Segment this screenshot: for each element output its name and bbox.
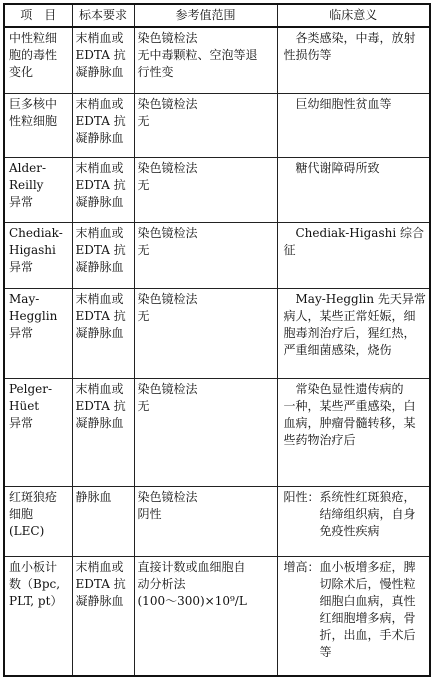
item-cell: 中性粒细 胞的毒性 变化: [4, 27, 72, 94]
item-cell: May- Hegglin 异常: [4, 289, 72, 379]
clinical-cell: 巨幼细胞性贫血等: [277, 94, 430, 158]
item-cell: 巨多核中 性粒细胞: [4, 94, 72, 158]
specimen-cell: 末梢血或 EDTA 抗 凝静脉血: [72, 557, 134, 677]
specimen-cell: 末梢血或 EDTA 抗 凝静脉血: [72, 379, 134, 487]
specimen-cell: 末梢血或 EDTA 抗 凝静脉血: [72, 223, 134, 289]
reference-cell: 染色镜检法 无: [134, 158, 277, 223]
specimen-cell: 静脉血: [72, 487, 134, 557]
table-row: [4, 223, 430, 289]
reference-cell: 染色镜检法 无中毒颗粒、空泡等退 行性变: [134, 27, 277, 94]
clinical-reference-table: [3, 3, 431, 677]
item-cell: 血小板计 数（Bpc, PLT, pt）: [4, 557, 72, 677]
header-reference: 参考值范围: [134, 4, 277, 27]
reference-cell: 染色镜检法 阴性: [134, 487, 277, 557]
header-item: 项 目: [4, 4, 72, 27]
reference-cell: 染色镜检法 无: [134, 94, 277, 158]
clinical-cell: May-Hegglin 先天异常 病人，某些正常妊娠，细 胞毒剂治疗后，猩红热， 严重细菌感染，烧伤: [277, 289, 430, 379]
table-header: [4, 4, 430, 27]
reference-cell: 染色镜检法 无: [134, 223, 277, 289]
clinical-cell: 阳性：系统性红斑狼疮， 结缔组织病，自身 免疫性疾病: [277, 487, 430, 557]
table-row: [4, 557, 430, 677]
header-clinical: 临床意义: [277, 4, 430, 27]
header-specimen: 标本要求: [72, 4, 134, 27]
table-row: [4, 94, 430, 158]
clinical-cell: 各类感染，中毒，放射 性损伤等: [277, 27, 430, 94]
table-row: [4, 158, 430, 223]
clinical-cell: Chediak-Higashi 综合 征: [277, 223, 430, 289]
reference-cell: 染色镜检法 无: [134, 379, 277, 487]
specimen-cell: 末梢血或 EDTA 抗 凝静脉血: [72, 289, 134, 379]
item-cell: Chediak- Higashi 异常: [4, 223, 72, 289]
clinical-cell: 常染色显性遗传病的 一种，某些严重感染，白 血病，肿瘤骨髓转移，某 些药物治疗后: [277, 379, 430, 487]
table-row: [4, 27, 430, 94]
clinical-cell: 糖代谢障碍所致: [277, 158, 430, 223]
specimen-cell: 末梢血或 EDTA 抗 凝静脉血: [72, 94, 134, 158]
specimen-cell: 末梢血或 EDTA 抗 凝静脉血: [72, 158, 134, 223]
table-row: [4, 289, 430, 379]
reference-cell: 直接计数或血细胞自 动分析法 (100～300)×10⁹/L: [134, 557, 277, 677]
item-cell: Pelger- Hüet 异常: [4, 379, 72, 487]
specimen-cell: 末梢血或 EDTA 抗 凝静脉血: [72, 27, 134, 94]
clinical-cell: 增高：血小板增多症，脾 切除术后，慢性粒 细胞白血病，真性 红细胞增多病，骨 折，出血，手术后 等: [277, 557, 430, 677]
table-row: [4, 487, 430, 557]
item-cell: 红斑狼疮 细胞 (LEC): [4, 487, 72, 557]
table-row: [4, 379, 430, 487]
reference-cell: 染色镜检法 无: [134, 289, 277, 379]
table-body: [4, 27, 430, 676]
item-cell: Alder- Reilly 异常: [4, 158, 72, 223]
